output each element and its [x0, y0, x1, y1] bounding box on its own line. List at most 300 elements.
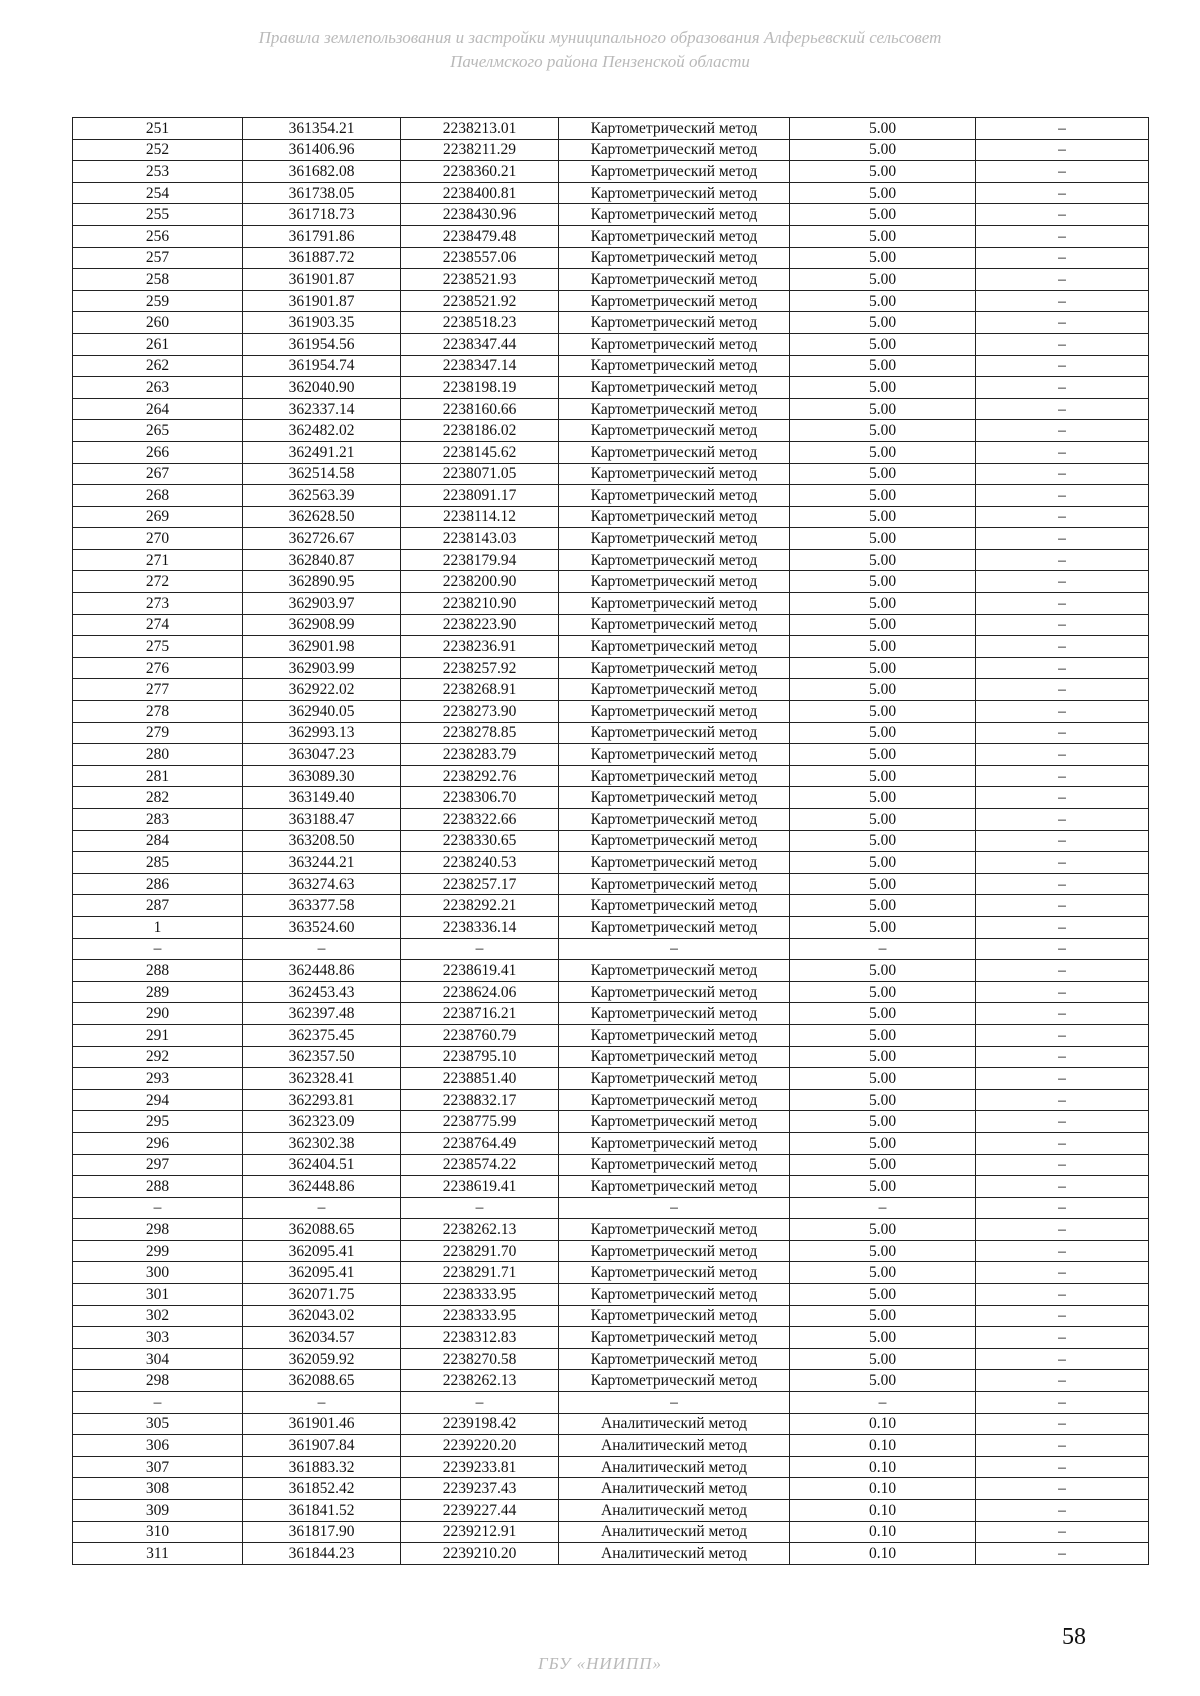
table-row	[73, 1262, 1149, 1284]
x-coordinate-cell: 362890.95	[243, 571, 401, 593]
x-coordinate-cell: 363188.47	[243, 809, 401, 831]
method-cell: Картометрический метод	[559, 765, 790, 787]
point-number-cell: 304	[73, 1348, 243, 1370]
description-cell: –	[976, 657, 1149, 679]
description-cell: –	[976, 1392, 1149, 1414]
x-coordinate-cell: 362095.41	[243, 1262, 401, 1284]
method-cell: Картометрический метод	[559, 960, 790, 982]
accuracy-cell: 0.10	[790, 1456, 976, 1478]
x-coordinate-cell: 362903.99	[243, 657, 401, 679]
point-number-cell: 279	[73, 722, 243, 744]
description-cell: –	[976, 1305, 1149, 1327]
accuracy-cell: 5.00	[790, 916, 976, 938]
y-coordinate-cell: 2238400.81	[401, 182, 559, 204]
method-cell: Аналитический метод	[559, 1456, 790, 1478]
point-number-cell: 297	[73, 1154, 243, 1176]
table-row	[73, 1197, 1149, 1219]
x-coordinate-cell: 362397.48	[243, 1003, 401, 1025]
x-coordinate-cell: 363047.23	[243, 744, 401, 766]
x-coordinate-cell: 361841.52	[243, 1500, 401, 1522]
table-row	[73, 787, 1149, 809]
table-row	[73, 463, 1149, 485]
description-cell: –	[976, 571, 1149, 593]
x-coordinate-cell: –	[243, 938, 401, 960]
table-row	[73, 204, 1149, 226]
x-coordinate-cell: 362993.13	[243, 722, 401, 744]
method-cell: –	[559, 1197, 790, 1219]
method-cell: Картометрический метод	[559, 225, 790, 247]
method-cell: Картометрический метод	[559, 485, 790, 507]
point-number-cell: 301	[73, 1284, 243, 1306]
accuracy-cell: 5.00	[790, 679, 976, 701]
method-cell: Картометрический метод	[559, 1111, 790, 1133]
description-cell: –	[976, 1500, 1149, 1522]
method-cell: Картометрический метод	[559, 161, 790, 183]
point-number-cell: 296	[73, 1132, 243, 1154]
point-number-cell: 287	[73, 895, 243, 917]
y-coordinate-cell: 2238716.21	[401, 1003, 559, 1025]
description-cell: –	[976, 960, 1149, 982]
accuracy-cell: 5.00	[790, 657, 976, 679]
y-coordinate-cell: 2238273.90	[401, 701, 559, 723]
table-row	[73, 722, 1149, 744]
x-coordinate-cell: 362404.51	[243, 1154, 401, 1176]
table-row	[73, 1392, 1149, 1414]
accuracy-cell: 5.00	[790, 312, 976, 334]
method-cell: Картометрический метод	[559, 809, 790, 831]
method-cell: Картометрический метод	[559, 1219, 790, 1241]
accuracy-cell: 0.10	[790, 1435, 976, 1457]
table-row	[73, 1478, 1149, 1500]
description-cell: –	[976, 873, 1149, 895]
method-cell: Картометрический метод	[559, 830, 790, 852]
method-cell: Картометрический метод	[559, 1305, 790, 1327]
method-cell: Аналитический метод	[559, 1500, 790, 1522]
table-row	[73, 549, 1149, 571]
method-cell: Картометрический метод	[559, 420, 790, 442]
accuracy-cell: 5.00	[790, 981, 976, 1003]
method-cell: Картометрический метод	[559, 549, 790, 571]
accuracy-cell: 0.10	[790, 1478, 976, 1500]
table-row	[73, 679, 1149, 701]
table-row	[73, 1240, 1149, 1262]
point-number-cell: 285	[73, 852, 243, 874]
x-coordinate-cell: 361791.86	[243, 225, 401, 247]
x-coordinate-cell: 361903.35	[243, 312, 401, 334]
accuracy-cell: 5.00	[790, 1327, 976, 1349]
accuracy-cell: 5.00	[790, 549, 976, 571]
table-row	[73, 1305, 1149, 1327]
page-header	[0, 26, 1200, 74]
accuracy-cell: 5.00	[790, 333, 976, 355]
method-cell: Аналитический метод	[559, 1543, 790, 1565]
accuracy-cell: 5.00	[790, 895, 976, 917]
description-cell: –	[976, 485, 1149, 507]
accuracy-cell: 5.00	[790, 1284, 976, 1306]
accuracy-cell: 5.00	[790, 463, 976, 485]
y-coordinate-cell: 2239212.91	[401, 1521, 559, 1543]
method-cell: Картометрический метод	[559, 528, 790, 550]
accuracy-cell: 5.00	[790, 830, 976, 852]
description-cell: –	[976, 1068, 1149, 1090]
point-number-cell: 265	[73, 420, 243, 442]
method-cell: Аналитический метод	[559, 1521, 790, 1543]
method-cell: Картометрический метод	[559, 333, 790, 355]
description-cell: –	[976, 463, 1149, 485]
x-coordinate-cell: 361852.42	[243, 1478, 401, 1500]
table-row	[73, 701, 1149, 723]
point-number-cell: 269	[73, 506, 243, 528]
y-coordinate-cell: 2238333.95	[401, 1284, 559, 1306]
description-cell: –	[976, 1240, 1149, 1262]
y-coordinate-cell: 2238198.19	[401, 377, 559, 399]
description-cell: –	[976, 1478, 1149, 1500]
description-cell: –	[976, 830, 1149, 852]
y-coordinate-cell: 2238143.03	[401, 528, 559, 550]
y-coordinate-cell: 2238210.90	[401, 593, 559, 615]
point-number-cell: 270	[73, 528, 243, 550]
table-row	[73, 1154, 1149, 1176]
x-coordinate-cell: 362901.98	[243, 636, 401, 658]
accuracy-cell: 5.00	[790, 1154, 976, 1176]
table-row	[73, 1435, 1149, 1457]
y-coordinate-cell: 2238211.29	[401, 139, 559, 161]
description-cell: –	[976, 1197, 1149, 1219]
accuracy-cell: 0.10	[790, 1543, 976, 1565]
table-row	[73, 571, 1149, 593]
x-coordinate-cell: 361901.87	[243, 290, 401, 312]
table-row	[73, 614, 1149, 636]
x-coordinate-cell: 363149.40	[243, 787, 401, 809]
x-coordinate-cell: 363089.30	[243, 765, 401, 787]
accuracy-cell: –	[790, 938, 976, 960]
y-coordinate-cell: 2238292.21	[401, 895, 559, 917]
y-coordinate-cell: –	[401, 1197, 559, 1219]
accuracy-cell: 5.00	[790, 182, 976, 204]
table-row	[73, 1521, 1149, 1543]
point-number-cell: 309	[73, 1500, 243, 1522]
accuracy-cell: 5.00	[790, 1111, 976, 1133]
description-cell: –	[976, 1024, 1149, 1046]
description-cell: –	[976, 398, 1149, 420]
method-cell: Картометрический метод	[559, 139, 790, 161]
x-coordinate-cell: 362293.81	[243, 1089, 401, 1111]
point-number-cell: 303	[73, 1327, 243, 1349]
y-coordinate-cell: 2239227.44	[401, 1500, 559, 1522]
description-cell: –	[976, 1132, 1149, 1154]
y-coordinate-cell: 2238262.13	[401, 1219, 559, 1241]
accuracy-cell: –	[790, 1392, 976, 1414]
description-cell: –	[976, 1111, 1149, 1133]
method-cell: Картометрический метод	[559, 182, 790, 204]
accuracy-cell: 5.00	[790, 960, 976, 982]
y-coordinate-cell: 2238292.76	[401, 765, 559, 787]
description-cell: –	[976, 1154, 1149, 1176]
table-row	[73, 1413, 1149, 1435]
y-coordinate-cell: 2238518.23	[401, 312, 559, 334]
accuracy-cell: 5.00	[790, 722, 976, 744]
table-row	[73, 118, 1149, 140]
method-cell: Картометрический метод	[559, 1240, 790, 1262]
x-coordinate-cell: 362482.02	[243, 420, 401, 442]
description-cell: –	[976, 355, 1149, 377]
point-number-cell: 289	[73, 981, 243, 1003]
table-row	[73, 765, 1149, 787]
y-coordinate-cell: 2238236.91	[401, 636, 559, 658]
point-number-cell: 281	[73, 765, 243, 787]
method-cell: Картометрический метод	[559, 1370, 790, 1392]
description-cell: –	[976, 938, 1149, 960]
point-number-cell: 252	[73, 139, 243, 161]
table-row	[73, 1284, 1149, 1306]
table-row	[73, 269, 1149, 291]
point-number-cell: 257	[73, 247, 243, 269]
point-number-cell: 262	[73, 355, 243, 377]
method-cell: Картометрический метод	[559, 1262, 790, 1284]
accuracy-cell: –	[790, 1197, 976, 1219]
method-cell: Картометрический метод	[559, 463, 790, 485]
description-cell: –	[976, 765, 1149, 787]
accuracy-cell: 5.00	[790, 528, 976, 550]
table-row	[73, 1176, 1149, 1198]
accuracy-cell: 5.00	[790, 1219, 976, 1241]
accuracy-cell: 5.00	[790, 701, 976, 723]
x-coordinate-cell: 363244.21	[243, 852, 401, 874]
point-number-cell: 307	[73, 1456, 243, 1478]
description-cell: –	[976, 981, 1149, 1003]
x-coordinate-cell: 362375.45	[243, 1024, 401, 1046]
description-cell: –	[976, 722, 1149, 744]
method-cell: Картометрический метод	[559, 657, 790, 679]
y-coordinate-cell: 2238312.83	[401, 1327, 559, 1349]
accuracy-cell: 5.00	[790, 1240, 976, 1262]
point-number-cell: 284	[73, 830, 243, 852]
table-row	[73, 960, 1149, 982]
x-coordinate-cell: 361901.87	[243, 269, 401, 291]
method-cell: Картометрический метод	[559, 701, 790, 723]
point-number-cell: 263	[73, 377, 243, 399]
method-cell: Картометрический метод	[559, 398, 790, 420]
description-cell: –	[976, 269, 1149, 291]
method-cell: Картометрический метод	[559, 269, 790, 291]
y-coordinate-cell: 2239233.81	[401, 1456, 559, 1478]
x-coordinate-cell: 361354.21	[243, 118, 401, 140]
accuracy-cell: 5.00	[790, 420, 976, 442]
y-coordinate-cell: 2238291.70	[401, 1240, 559, 1262]
table-row	[73, 1219, 1149, 1241]
point-number-cell: 308	[73, 1478, 243, 1500]
x-coordinate-cell: 361887.72	[243, 247, 401, 269]
x-coordinate-cell: 362337.14	[243, 398, 401, 420]
y-coordinate-cell: 2239198.42	[401, 1413, 559, 1435]
point-number-cell: 253	[73, 161, 243, 183]
table-row	[73, 981, 1149, 1003]
table-row	[73, 420, 1149, 442]
table-row	[73, 1132, 1149, 1154]
y-coordinate-cell: –	[401, 938, 559, 960]
table-row	[73, 938, 1149, 960]
x-coordinate-cell: 362302.38	[243, 1132, 401, 1154]
table-row	[73, 312, 1149, 334]
point-number-cell: 290	[73, 1003, 243, 1025]
y-coordinate-cell: 2238347.14	[401, 355, 559, 377]
method-cell: Картометрический метод	[559, 852, 790, 874]
x-coordinate-cell: 362514.58	[243, 463, 401, 485]
y-coordinate-cell: 2238240.53	[401, 852, 559, 874]
description-cell: –	[976, 1370, 1149, 1392]
table-row	[73, 916, 1149, 938]
x-coordinate-cell: 362040.90	[243, 377, 401, 399]
description-cell: –	[976, 182, 1149, 204]
y-coordinate-cell: 2238775.99	[401, 1111, 559, 1133]
x-coordinate-cell: 362071.75	[243, 1284, 401, 1306]
x-coordinate-cell: 362059.92	[243, 1348, 401, 1370]
point-number-cell: 260	[73, 312, 243, 334]
method-cell: Картометрический метод	[559, 593, 790, 615]
y-coordinate-cell: 2238114.12	[401, 506, 559, 528]
accuracy-cell: 5.00	[790, 809, 976, 831]
y-coordinate-cell: 2238213.01	[401, 118, 559, 140]
table-row	[73, 593, 1149, 615]
accuracy-cell: 5.00	[790, 1024, 976, 1046]
accuracy-cell: 5.00	[790, 161, 976, 183]
point-number-cell: 256	[73, 225, 243, 247]
x-coordinate-cell: 361954.56	[243, 333, 401, 355]
point-number-cell: 251	[73, 118, 243, 140]
x-coordinate-cell: 363274.63	[243, 873, 401, 895]
description-cell: –	[976, 420, 1149, 442]
x-coordinate-cell: 362840.87	[243, 549, 401, 571]
x-coordinate-cell: 362563.39	[243, 485, 401, 507]
x-coordinate-cell: 362726.67	[243, 528, 401, 550]
point-number-cell: 267	[73, 463, 243, 485]
description-cell: –	[976, 809, 1149, 831]
point-number-cell: 1	[73, 916, 243, 938]
method-cell: Картометрический метод	[559, 1154, 790, 1176]
x-coordinate-cell: 361883.32	[243, 1456, 401, 1478]
description-cell: –	[976, 377, 1149, 399]
x-coordinate-cell: 362043.02	[243, 1305, 401, 1327]
x-coordinate-cell: 363524.60	[243, 916, 401, 938]
x-coordinate-cell: 362323.09	[243, 1111, 401, 1133]
y-coordinate-cell: 2238160.66	[401, 398, 559, 420]
accuracy-cell: 5.00	[790, 571, 976, 593]
point-number-cell: 300	[73, 1262, 243, 1284]
accuracy-cell: 5.00	[790, 204, 976, 226]
point-number-cell: –	[73, 1197, 243, 1219]
table-row	[73, 290, 1149, 312]
table-row	[73, 873, 1149, 895]
description-cell: –	[976, 118, 1149, 140]
method-cell: Картометрический метод	[559, 873, 790, 895]
method-cell: Аналитический метод	[559, 1435, 790, 1457]
accuracy-cell: 5.00	[790, 441, 976, 463]
x-coordinate-cell: 362453.43	[243, 981, 401, 1003]
description-cell: –	[976, 593, 1149, 615]
y-coordinate-cell: 2238574.22	[401, 1154, 559, 1176]
y-coordinate-cell: 2238268.91	[401, 679, 559, 701]
y-coordinate-cell: 2238283.79	[401, 744, 559, 766]
point-number-cell: –	[73, 938, 243, 960]
method-cell: Картометрический метод	[559, 506, 790, 528]
x-coordinate-cell: 362940.05	[243, 701, 401, 723]
description-cell: –	[976, 161, 1149, 183]
accuracy-cell: 5.00	[790, 787, 976, 809]
method-cell: Картометрический метод	[559, 1132, 790, 1154]
point-number-cell: 264	[73, 398, 243, 420]
point-number-cell: 273	[73, 593, 243, 615]
table-row	[73, 441, 1149, 463]
point-number-cell: 293	[73, 1068, 243, 1090]
table-row	[73, 398, 1149, 420]
description-cell: –	[976, 614, 1149, 636]
y-coordinate-cell: 2238764.49	[401, 1132, 559, 1154]
accuracy-cell: 5.00	[790, 139, 976, 161]
table-row	[73, 247, 1149, 269]
point-number-cell: 288	[73, 960, 243, 982]
x-coordinate-cell: –	[243, 1197, 401, 1219]
x-coordinate-cell: 362328.41	[243, 1068, 401, 1090]
y-coordinate-cell: 2238479.48	[401, 225, 559, 247]
x-coordinate-cell: 362095.41	[243, 1240, 401, 1262]
description-cell: –	[976, 1327, 1149, 1349]
point-number-cell: 274	[73, 614, 243, 636]
y-coordinate-cell: 2238071.05	[401, 463, 559, 485]
method-cell: Картометрический метод	[559, 636, 790, 658]
y-coordinate-cell: 2238179.94	[401, 549, 559, 571]
table-row	[73, 485, 1149, 507]
description-cell: –	[976, 1176, 1149, 1198]
y-coordinate-cell: 2239220.20	[401, 1435, 559, 1457]
x-coordinate-cell: 361844.23	[243, 1543, 401, 1565]
accuracy-cell: 5.00	[790, 636, 976, 658]
table-row	[73, 1068, 1149, 1090]
point-number-cell: 286	[73, 873, 243, 895]
y-coordinate-cell: 2238330.65	[401, 830, 559, 852]
y-coordinate-cell: 2238291.71	[401, 1262, 559, 1284]
table-row	[73, 506, 1149, 528]
accuracy-cell: 5.00	[790, 1068, 976, 1090]
x-coordinate-cell: 362448.86	[243, 960, 401, 982]
x-coordinate-cell: 362357.50	[243, 1046, 401, 1068]
point-number-cell: 266	[73, 441, 243, 463]
method-cell: Картометрический метод	[559, 722, 790, 744]
table-row	[73, 225, 1149, 247]
method-cell: Картометрический метод	[559, 1003, 790, 1025]
accuracy-cell: 5.00	[790, 269, 976, 291]
point-number-cell: 283	[73, 809, 243, 831]
y-coordinate-cell: –	[401, 1392, 559, 1414]
y-coordinate-cell: 2238333.95	[401, 1305, 559, 1327]
method-cell: –	[559, 938, 790, 960]
accuracy-cell: 5.00	[790, 852, 976, 874]
accuracy-cell: 0.10	[790, 1521, 976, 1543]
table-row	[73, 809, 1149, 831]
description-cell: –	[976, 1089, 1149, 1111]
method-cell: Картометрический метод	[559, 377, 790, 399]
coordinates-table	[72, 117, 1149, 1565]
point-number-cell: 282	[73, 787, 243, 809]
accuracy-cell: 5.00	[790, 225, 976, 247]
method-cell: Картометрический метод	[559, 571, 790, 593]
accuracy-cell: 5.00	[790, 1348, 976, 1370]
point-number-cell: 280	[73, 744, 243, 766]
accuracy-cell: 5.00	[790, 1176, 976, 1198]
y-coordinate-cell: 2238223.90	[401, 614, 559, 636]
y-coordinate-cell: 2238270.58	[401, 1348, 559, 1370]
table-row	[73, 1456, 1149, 1478]
y-coordinate-cell: 2238322.66	[401, 809, 559, 831]
